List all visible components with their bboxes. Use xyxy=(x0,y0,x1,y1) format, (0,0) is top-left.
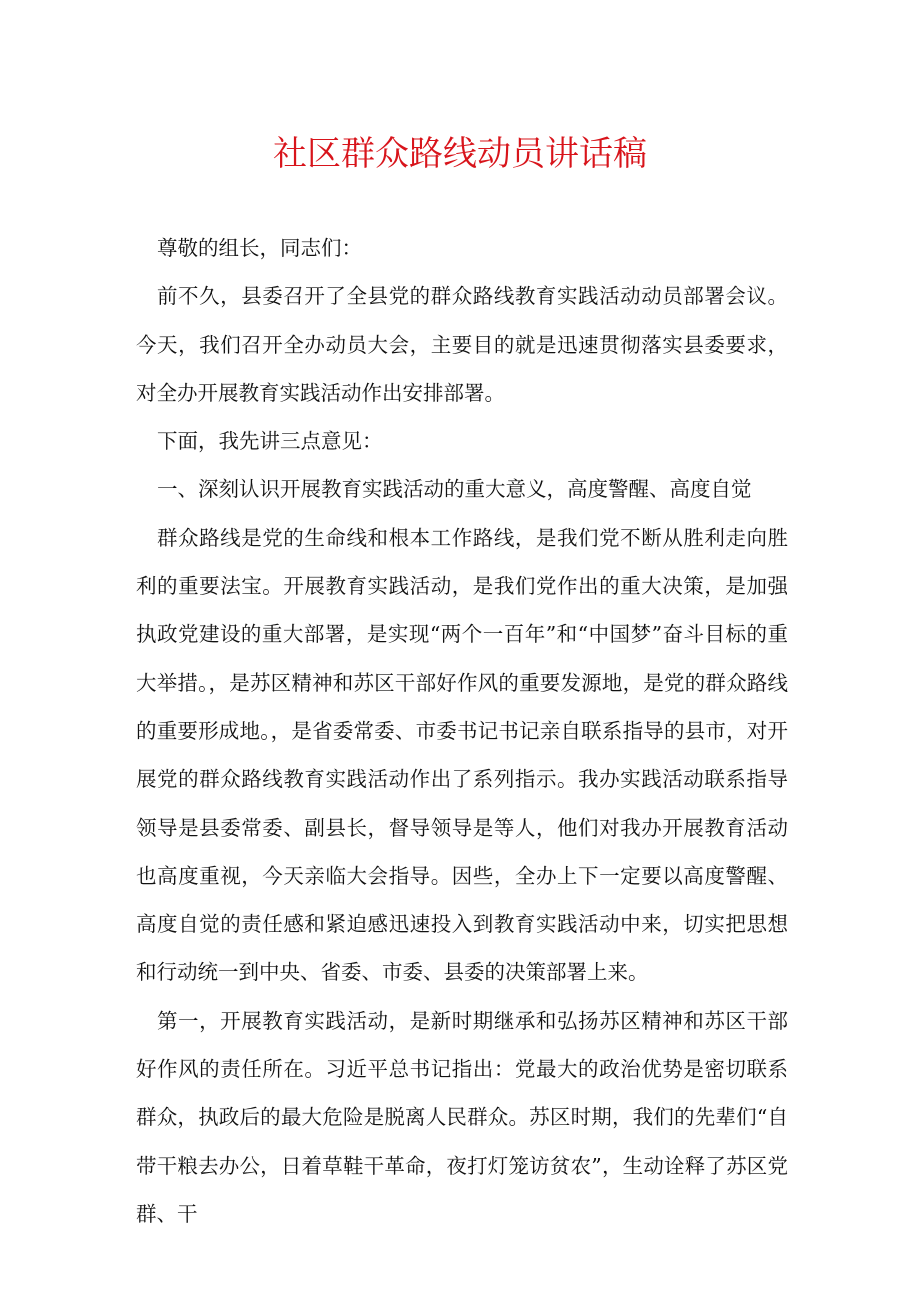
paragraph-salutation: 尊敬的组长，同志们： xyxy=(157,236,362,260)
document-title: 社区群众路线动员讲话稿 xyxy=(273,134,647,174)
paragraph-outline: 下面，我先讲三点意见： xyxy=(157,429,383,454)
paragraph-intro: 前不久，县委召开了全县党的群众路线教育实践活动动员部署会议。今天，我们召开全办动员大会，主要目的就是迅速贯彻落实县委要求，对全办开展教育实践活动作出安排部署。 xyxy=(136,284,788,405)
paragraph-significance: 群众路线是党的生命线和根本工作路线，是我们党不断从胜利走向胜利的重要法宝。开展教育实践活动，是我们党作出的重大决策，是加强执政党建设的重大部署，是实现“两个一百年”和“中国梦”奋斗目标的重大举措。，是苏区精神和苏区干部好作风的重要发源地，是党的群众路线的重要形成地。，是省委常委、市委书记书记亲自联系指导的县市，对开展党的群众路线教育实践活动作出了系列指示。我办实践活动联系指导领导是县委常委、副县长，督导领导是等人，他们对我办开展教育活动也高度重视，今天亲临大会指导。因些，全办上下一定要以高度警醒、高度自觉的责任感和紧迫感迅速投入到教育实践活动中来，切实把思想和行动统一到中央、省委、市委、县委的决策部署上来。 xyxy=(136,525,788,985)
section-heading-one: 一、深刻认识开展教育实践活动的重大意义，高度警醒、高度自觉 xyxy=(157,477,752,502)
paragraph-first-point: 第一，开展教育实践活动，是新时期继承和弘扬苏区精神和苏区干部好作风的责任所在。习近平总书记指出：党最大的政治优势是密切联系群众，执政后的最大危险是脱离人民群众。苏区时期，我们的先辈们“自带干粮去办公，日着草鞋干革命，夜打灯笼访贫农”，生动诠释了苏区党群、干 xyxy=(136,1008,788,1226)
document-body xyxy=(136,224,788,1238)
